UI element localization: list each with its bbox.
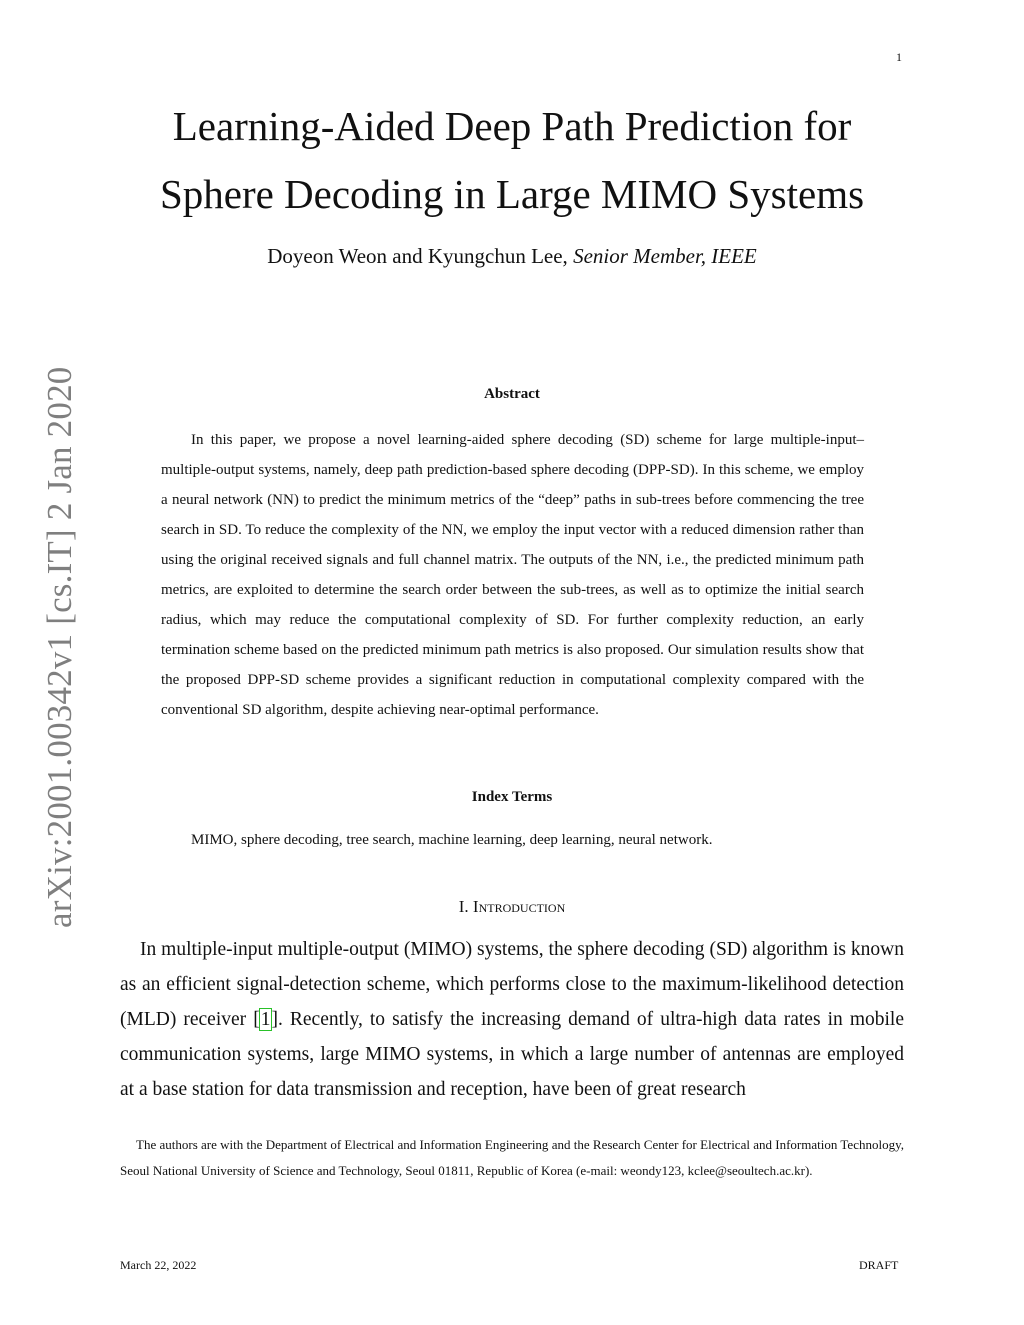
footer-draft-label: DRAFT [859,1258,899,1272]
citation-link[interactable]: 1 [260,1009,271,1030]
abstract-heading: Abstract [484,386,540,402]
intro-text-before-citation: In multiple-input multiple-output (MIMO) systems, the sphere decoding (SD) algorithm is known as an efficient signal-detection scheme, which performs close to the maximum-likelihood detection (MLD) receiver [ [120,939,904,1030]
section-heading-introduction [100,897,924,917]
footer-date: March 22, 2022 [120,1258,197,1272]
index-terms-text: MIMO, sphere decoding, tree search, machine learning, deep learning, neural network. [191,832,713,848]
title-line-1: Learning-Aided Deep Path Prediction for [172,103,852,149]
title-line-2: Sphere Decoding in Large MIMO Systems [159,171,865,217]
arxiv-stamp: arXiv:2001.00342v1 [cs.IT] 2 Jan 2020 [40,366,79,928]
index-terms-heading: Index Terms [471,789,553,805]
author-line [100,244,924,269]
author-footnote: The authors are with the Department of Electrical and Information Engineering and the Research Center for Electrical and Information Technology, Seoul National University of Science and Technology, Seoul 01811, Republic of Korea (e-mail: weondy123, kclee@seoultech.ac.kr). [120,1137,904,1178]
section-title: Introduction [472,897,566,916]
author-affiliation: Senior Member, IEEE [573,244,757,268]
section-numeral: I. [458,897,473,916]
paper-title [100,92,924,228]
page-number: 1 [896,50,902,64]
abstract-text: In this paper, we propose a novel learning-aided sphere decoding (SD) scheme for large multiple-input–multiple-output systems, namely, deep path prediction-based sphere decoding (DPP-SD). In this scheme, we employ a neural network (NN) to predict the minimum metrics of the “deep” paths in sub-trees before commencing the tree search in SD. To reduce the complexity of the NN, we employ the input vector with a reduced dimension rather than using the original received signals and full channel matrix. The outputs of the NN, i.e., the predicted minimum path metrics, are exploited to determine the search order between the sub-trees, as well as to optimize the initial search radius, which may reduce the computational complexity of SD. For further complexity reduction, an early termination scheme based on the predicted minimum path metrics is also proposed. Our simulation results show that the proposed DPP-SD scheme provides a significant reduction in computational complexity compared with the conventional SD algorithm, despite achieving near-optimal performance. [161,432,864,718]
intro-text-after-citation: ]. Recently, to satisfy the increasing demand of ultra-high data rates in mobile communication systems, large MIMO systems, in which a large number of antennas are employed at a base station for data transmission and reception, have been of great research [120,1009,904,1100]
author-names: Doyeon Weon and Kyungchun Lee, [267,244,574,268]
introduction-paragraph [120,932,904,1107]
